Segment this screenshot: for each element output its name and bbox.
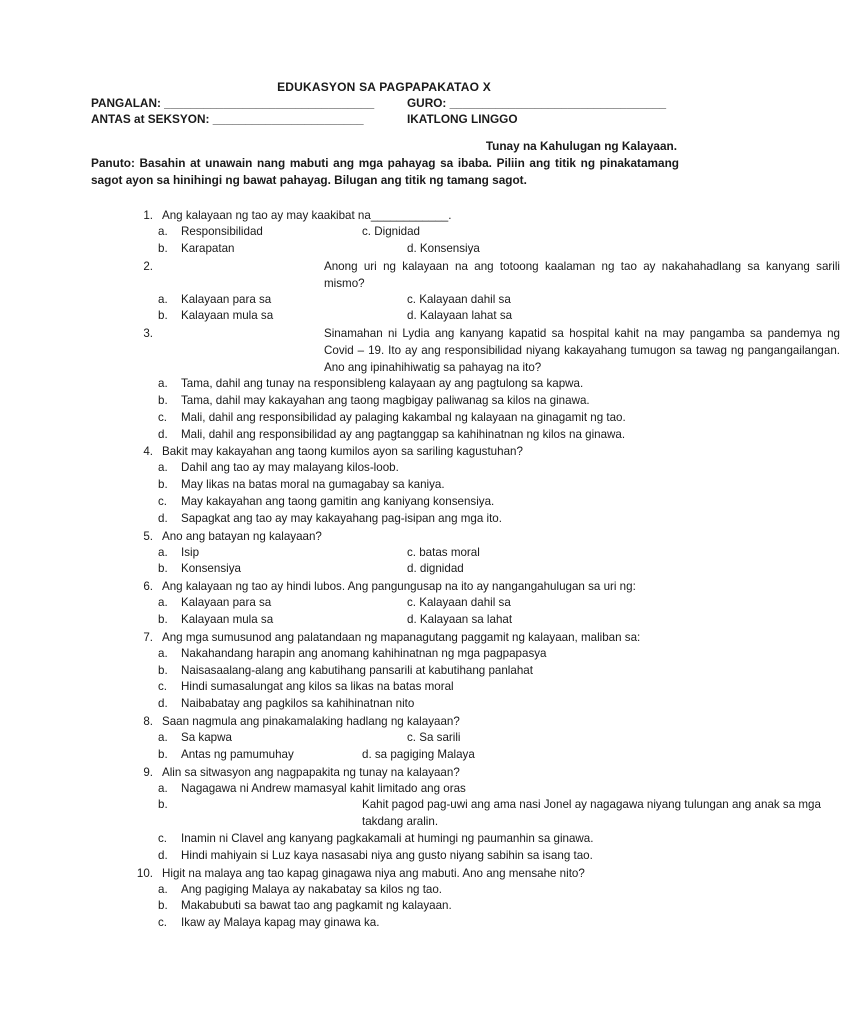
- option-text: d. sa pagiging Malaya: [362, 747, 475, 761]
- name-field-label: PANGALAN: ________________________________: [91, 96, 375, 110]
- option-letter: d.: [158, 697, 168, 711]
- option-text: Isip: [181, 545, 200, 559]
- option-text: c. Kalayaan dahil sa: [407, 596, 511, 610]
- option-letter: b.: [158, 309, 168, 323]
- option-text: Ikaw ay Malaya kapag may ginawa ka.: [181, 916, 380, 930]
- option-row: [0, 477, 768, 494]
- option-text: Karapatan: [181, 241, 235, 255]
- option-letter: b.: [158, 241, 168, 255]
- question-text: Anong uri ng kalayaan na ang totoong kaalaman ng tao ay nakahahadlang sa kanyang sarili mismo?: [324, 259, 840, 290]
- option-text: Kalayaan mula sa: [181, 309, 274, 323]
- option-letter: b.: [158, 747, 168, 761]
- option-row: [0, 494, 768, 511]
- option-row: [0, 595, 768, 612]
- question: [0, 207, 768, 258]
- question: [0, 629, 768, 713]
- option-letter: b.: [158, 562, 168, 576]
- option-text: Mali, dahil ang responsibilidad ay palaging kakambal ng kalayaan na ginagamit ng tao.: [181, 410, 626, 424]
- option-row: [0, 241, 768, 258]
- option-text: c. batas moral: [407, 545, 480, 559]
- question-text: Bakit may kakayahan ang taong kumilos ayon sa sariling kagustuhan?: [162, 445, 523, 459]
- option-text: Sapagkat ang tao ay may kakayahang pag-isipan ang mga ito.: [181, 511, 502, 525]
- option-letter: d.: [158, 848, 168, 862]
- option-letter: a.: [158, 781, 168, 795]
- option-text: Kalayaan para sa: [181, 596, 272, 610]
- option-text: Nagagawa ni Andrew mamasyal kahit limitado ang oras: [181, 781, 466, 795]
- option-letter: b.: [158, 798, 168, 812]
- option-letter: b.: [158, 663, 168, 677]
- option-text: Tama, dahil ang tunay na responsibleng kalayaan ay ang pagtulong sa kapwa.: [181, 377, 584, 391]
- option-letter: d.: [158, 511, 168, 525]
- option-text: May likas na batas moral na gumagabay sa kaniya.: [181, 478, 445, 492]
- option-letter: a.: [158, 596, 168, 610]
- option-text: Responsibilidad: [181, 225, 263, 238]
- option-text: Kahit pagod pag-uwi ang ama nasi Jonel ay nagagawa niyang tulungan ang anak sa mga takdang aralin.: [362, 798, 821, 829]
- option-row: [0, 612, 768, 629]
- question: [0, 578, 768, 629]
- option-row: [0, 410, 768, 427]
- option-letter: b.: [158, 612, 168, 626]
- option-text: Dahil ang tao ay may malayang kilos-loob.: [181, 461, 399, 475]
- question: [0, 764, 821, 865]
- option-row: [0, 882, 768, 899]
- option-row: [0, 561, 768, 578]
- option-letter: d.: [158, 427, 168, 441]
- option-row: [0, 696, 768, 713]
- option-text: Sa kapwa: [181, 730, 232, 744]
- option-text: Naibabatay ang pagkilos sa kahihinatnan nito: [181, 697, 415, 711]
- option-text: Hindi sumasalungat ang kilos sa likas na batas moral: [181, 680, 454, 694]
- question-text: Ano ang batayan ng kalayaan?: [162, 529, 322, 543]
- option-text: c. Kalayaan dahil sa: [407, 292, 511, 306]
- option-row: [0, 730, 768, 747]
- option-row: [0, 393, 768, 410]
- question-number: 4.: [143, 445, 153, 459]
- option-row: [0, 545, 768, 562]
- option-row: [0, 224, 768, 241]
- question-text: Alin sa sitwasyon ang nagpapakita ng tunay na kalayaan?: [162, 765, 460, 779]
- option-letter: c.: [158, 680, 168, 694]
- option-text: d. Kalayaan lahat sa: [407, 309, 513, 323]
- option-letter: a.: [158, 545, 168, 559]
- option-text: Nakahandang harapin ang anomang kahihinatnan ng mga pagpapasya: [181, 646, 547, 660]
- option-row: [0, 831, 768, 848]
- question: [0, 325, 840, 443]
- option-row: [0, 292, 768, 309]
- option-letter: b.: [158, 899, 168, 913]
- question: [0, 713, 768, 764]
- question-number: 5.: [143, 529, 153, 543]
- option-row: [0, 663, 768, 680]
- option-text: c. Dignidad: [362, 225, 421, 238]
- question-text: Ang kalayaan ng tao ay may kaakibat na____________.: [162, 209, 452, 222]
- question-list: [0, 207, 840, 932]
- question-number: 1.: [143, 209, 153, 222]
- question-text: Higit na malaya ang tao kapag ginagawa niya ang mabuti. Ano ang mensahe nito?: [162, 866, 585, 880]
- option-row: [0, 646, 768, 663]
- topic-heading: Tunay na Kahulugan ng Kalayaan.: [485, 139, 677, 153]
- option-letter: b.: [158, 478, 168, 492]
- option-text: Tama, dahil may kakayahan ang taong magbigay paliwanag sa kilos na ginawa.: [181, 393, 590, 407]
- question-number: 8.: [143, 714, 153, 728]
- option-text: Inamin ni Clavel ang kanyang pagkakamali at humingi ng paumanhin sa ginawa.: [181, 831, 594, 845]
- option-row: [0, 460, 768, 477]
- instructions: Panuto: Basahin at unawain nang mabuti ang mga pahayag sa ibaba. Piliin ang titik ng pinakatamang sagot ayon sa hinihingi ng bawat pahayag. Bilugan ang titik ng tamang sagot.: [91, 156, 679, 187]
- option-letter: a.: [158, 377, 168, 391]
- section-field-label: ANTAS at SEKSYON: _______________________: [91, 112, 364, 126]
- option-text: Kalayaan para sa: [181, 292, 272, 306]
- option-letter: c.: [158, 410, 168, 424]
- option-text: Antas ng pamumuhay: [181, 747, 294, 761]
- question: [0, 258, 840, 326]
- option-row: [0, 427, 768, 444]
- option-row: [0, 915, 768, 932]
- option-text: Kalayaan mula sa: [181, 612, 274, 626]
- page-title: EDUKASYON SA PAGPAPAKATAO X: [277, 80, 491, 94]
- option-letter: a.: [158, 461, 168, 475]
- option-row: [0, 511, 768, 528]
- option-text: Mali, dahil ang responsibilidad ay ang pagtanggap sa kahihinatnan ng kilos na ginawa.: [181, 427, 626, 441]
- option-text: c. Sa sarili: [407, 730, 461, 744]
- question-text: Saan nagmula ang pinakamalaking hadlang ng kalayaan?: [162, 714, 460, 728]
- question: [0, 865, 768, 932]
- question-number: 10.: [136, 866, 153, 880]
- option-row: [0, 898, 768, 915]
- option-row: [0, 308, 768, 325]
- option-text: Makabubuti sa bawat tao ang pagkamit ng kalayaan.: [181, 899, 452, 913]
- option-letter: a.: [158, 292, 168, 306]
- option-text: Naisasaalang-alang ang kabutihang pansarili at kabutihang panlahat: [181, 663, 533, 677]
- week-label: IKATLONG LINGGO: [407, 112, 518, 126]
- question-number: 9.: [143, 765, 153, 779]
- question-number: 6.: [143, 580, 153, 594]
- teacher-field-label: GURO: _________________________________: [407, 96, 667, 110]
- question-number: 2.: [143, 259, 153, 273]
- option-letter: a.: [158, 882, 168, 896]
- option-text: Ang pagiging Malaya ay nakabatay sa kilos ng tao.: [181, 882, 443, 896]
- question-text: Ang mga sumusunod ang palatandaan ng mapanagutang paggamit ng kalayaan, maliban sa:: [162, 630, 641, 644]
- option-text: May kakayahan ang taong gamitin ang kaniyang konsensiya.: [181, 494, 495, 508]
- option-letter: b.: [158, 393, 168, 407]
- question: [0, 443, 768, 527]
- option-letter: a.: [158, 646, 168, 660]
- option-letter: c.: [158, 494, 168, 508]
- option-row: [0, 376, 768, 393]
- option-letter: a.: [158, 730, 168, 744]
- option-letter: c.: [158, 916, 168, 930]
- question-number: 3.: [143, 327, 153, 341]
- option-row: [0, 781, 768, 798]
- option-row: [0, 848, 768, 865]
- option-letter: c.: [158, 831, 168, 845]
- option-row: [0, 797, 821, 831]
- option-text: Konsensiya: [181, 562, 241, 576]
- question-text: Ang kalayaan ng tao ay hindi lubos. Ang pangungusap na ito ay nangangahulugan sa uri ng:: [162, 580, 636, 594]
- question-number: 7.: [143, 630, 153, 644]
- option-row: [0, 679, 768, 696]
- option-text: d. Konsensiya: [407, 241, 480, 255]
- option-text: d. dignidad: [407, 562, 464, 576]
- question: [0, 528, 768, 579]
- option-letter: a.: [158, 225, 168, 238]
- option-row: [0, 747, 768, 764]
- question-text: Sinamahan ni Lydia ang kanyang kapatid sa hospital kahit na may pangamba sa pandemya ng Covid – 19. Ito ay ang responsibilidad niyang kakayahang tumugon sa tawag ng pangangailangan. Ano ang ipinahihiwatig sa pahayag na ito?: [324, 327, 840, 375]
- option-text: d. Kalayaan sa lahat: [407, 612, 513, 626]
- option-text: Hindi mahiyain si Luz kaya nasasabi niya ang gusto niyang sabihin sa isang tao.: [181, 848, 593, 862]
